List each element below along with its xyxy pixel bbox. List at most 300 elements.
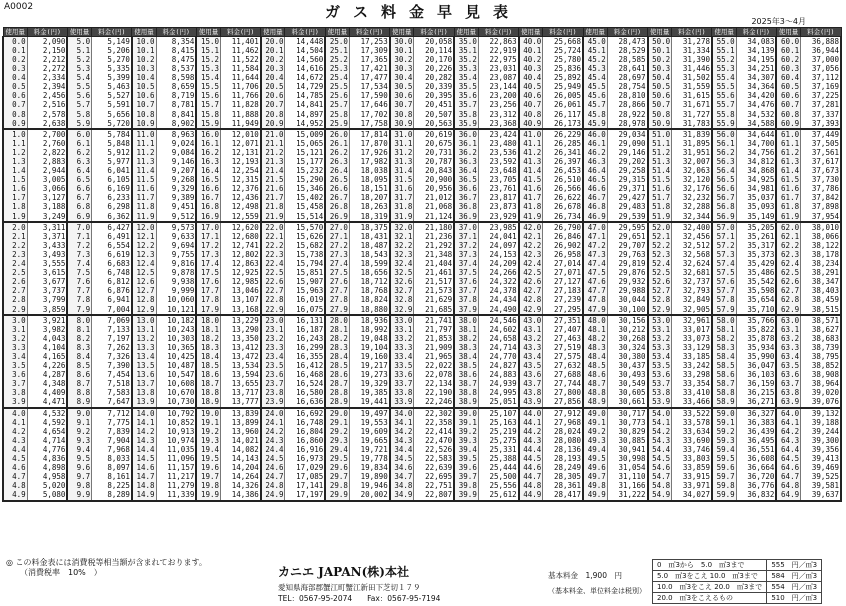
usage-cell: 44.2 (519, 427, 543, 436)
price-cell: 36,103 (736, 370, 776, 379)
usage-cell: 16.2 (196, 148, 220, 157)
usage-cell: 45.1 (583, 46, 607, 55)
rate-row (3, 175, 841, 184)
usage-cell: 62.2 (776, 241, 800, 250)
price-cell: 7,904 (92, 436, 132, 445)
usage-cell: 36.1 (454, 139, 478, 148)
usage-cell: 38.2 (454, 334, 478, 343)
usage-cell: 47.9 (583, 305, 607, 315)
usage-cell: 20.7 (261, 101, 285, 110)
rate-row (3, 110, 841, 119)
price-column-header: 料金(円) (607, 28, 647, 37)
usage-cell: 1.8 (3, 203, 27, 212)
usage-cell: 53.8 (648, 389, 672, 398)
price-cell: 28,697 (607, 73, 647, 82)
price-cell: 8,415 (156, 46, 196, 55)
usage-cell: 41.1 (519, 139, 543, 148)
usage-cell: 57.5 (712, 268, 736, 277)
usage-cell: 18.5 (196, 361, 220, 370)
price-cell: 12,741 (221, 241, 261, 250)
usage-cell: 63.7 (776, 379, 800, 388)
usage-cell: 51.7 (648, 194, 672, 203)
price-cell: 23,031 (478, 64, 518, 73)
price-cell: 10,547 (156, 370, 196, 379)
usage-cell: 9.0 (67, 408, 91, 418)
usage-cell: 6.6 (67, 185, 91, 194)
usage-cell: 4.7 (3, 472, 27, 481)
usage-cell: 6.1 (67, 139, 91, 148)
usage-cell: 28.4 (325, 352, 349, 361)
price-cell: 22,470 (414, 436, 454, 445)
price-cell: 21,124 (414, 212, 454, 222)
usage-cell: 4.6 (3, 463, 27, 472)
usage-cell: 20.5 (261, 82, 285, 91)
price-cell: 30,717 (607, 408, 647, 418)
usage-cell: 28.2 (325, 334, 349, 343)
usage-cell: 57.3 (712, 250, 736, 259)
usage-cell: 12.6 (132, 277, 156, 286)
price-cell: 28,473 (607, 37, 647, 47)
usage-cell: 26.2 (325, 148, 349, 157)
price-cell: 25,724 (543, 46, 583, 55)
rate-row (3, 398, 841, 408)
price-cell: 4,287 (27, 370, 67, 379)
usage-cell: 46.0 (583, 129, 607, 139)
price-cell: 35,373 (736, 250, 776, 259)
usage-cell: 56.4 (712, 166, 736, 175)
usage-cell: 62.0 (776, 222, 800, 232)
price-cell: 31,446 (672, 64, 712, 73)
usage-cell: 11.0 (132, 129, 156, 139)
usage-cell: 47.6 (583, 277, 607, 286)
price-cell: 27,407 (543, 325, 583, 334)
price-cell: 9,755 (156, 250, 196, 259)
price-cell: 28,922 (607, 110, 647, 119)
price-cell: 38,515 (801, 305, 841, 315)
price-cell: 17,814 (349, 129, 389, 139)
usage-cell: 43.5 (519, 361, 543, 370)
usage-cell: 30.2 (390, 55, 414, 64)
usage-cell: 10.7 (132, 101, 156, 110)
rate-row (3, 139, 841, 148)
usage-cell: 10.0 (132, 37, 156, 47)
usage-cell: 4.9 (3, 491, 27, 501)
usage-cell: 21.8 (261, 203, 285, 212)
usage-cell: 23.8 (261, 389, 285, 398)
price-cell: 16,692 (285, 408, 325, 418)
usage-cell: 34.5 (390, 454, 414, 463)
price-cell: 31,334 (672, 46, 712, 55)
price-cell: 17,365 (349, 55, 389, 64)
usage-cell: 47.8 (583, 296, 607, 305)
usage-cell: 37.2 (454, 241, 478, 250)
price-cell: 3,311 (27, 222, 67, 232)
price-cell: 21,068 (414, 203, 454, 212)
price-cell: 25,836 (543, 64, 583, 73)
price-cell: 35,822 (736, 325, 776, 334)
usage-cell: 27.3 (325, 250, 349, 259)
price-cell: 29,146 (607, 148, 647, 157)
usage-cell: 1.4 (3, 166, 27, 175)
usage-cell: 64.0 (776, 408, 800, 418)
rate-row (3, 259, 841, 268)
usage-cell: 27.8 (325, 296, 349, 305)
price-cell: 6,941 (92, 296, 132, 305)
usage-cell: 30.6 (390, 92, 414, 101)
price-cell: 18,880 (349, 305, 389, 315)
usage-cell: 45.8 (583, 110, 607, 119)
usage-cell: 63.0 (776, 315, 800, 325)
usage-cell: 22.7 (261, 287, 285, 296)
price-cell: 18,319 (349, 212, 389, 222)
price-cell: 28,978 (607, 119, 647, 129)
usage-cell: 13.6 (132, 370, 156, 379)
price-cell: 31,839 (672, 129, 712, 139)
usage-cell: 35.8 (454, 110, 478, 119)
price-cell: 34,476 (736, 101, 776, 110)
usage-cell: 50.2 (648, 55, 672, 64)
usage-cell: 34.9 (390, 491, 414, 501)
price-cell: 38,627 (801, 325, 841, 334)
price-cell: 30,549 (607, 379, 647, 388)
price-cell: 30,885 (607, 436, 647, 445)
price-cell: 21,180 (414, 222, 454, 232)
price-cell: 22,975 (478, 55, 518, 64)
usage-cell: 15.4 (196, 73, 220, 82)
usage-cell: 2.0 (3, 222, 27, 232)
price-cell: 33,522 (672, 408, 712, 418)
price-cell: 32,288 (672, 203, 712, 212)
usage-cell: 53.9 (648, 398, 672, 408)
price-cell: 17,309 (349, 46, 389, 55)
usage-cell: 24.8 (261, 482, 285, 491)
usage-cell: 32.3 (390, 250, 414, 259)
price-cell: 27,295 (543, 305, 583, 315)
price-cell: 31,671 (672, 101, 712, 110)
price-cell: 6,491 (92, 232, 132, 241)
price-cell: 28,754 (607, 82, 647, 91)
price-cell: 5,720 (92, 119, 132, 129)
price-cell: 13,839 (221, 408, 261, 418)
usage-cell: 2.7 (3, 287, 27, 296)
price-cell: 3,859 (27, 305, 67, 315)
price-cell: 39,525 (801, 472, 841, 481)
price-column-header: 料金(円) (736, 28, 776, 37)
usage-cell: 23.6 (261, 370, 285, 379)
price-cell: 26,622 (543, 194, 583, 203)
price-cell: 21,741 (414, 315, 454, 325)
price-cell: 33,354 (672, 379, 712, 388)
price-cell: 26,173 (543, 119, 583, 129)
price-cell: 9,207 (156, 166, 196, 175)
rate-table-container (2, 27, 842, 554)
usage-cell: 18.6 (196, 370, 220, 379)
price-cell: 15,121 (285, 148, 325, 157)
usage-cell: 39.3 (454, 436, 478, 445)
price-cell: 13,350 (221, 334, 261, 343)
price-cell: 11,279 (156, 482, 196, 491)
price-cell: 28,641 (607, 64, 647, 73)
usage-cell: 56.0 (712, 129, 736, 139)
usage-cell: 56.5 (712, 175, 736, 184)
price-cell: 15,851 (285, 268, 325, 277)
price-cell: 16,187 (285, 325, 325, 334)
usage-cell: 21.4 (261, 166, 285, 175)
usage-cell: 59.7 (712, 472, 736, 481)
usage-cell: 6.4 (67, 166, 91, 175)
price-cell: 21,965 (414, 352, 454, 361)
usage-cell: 8.0 (67, 315, 91, 325)
usage-cell: 64.5 (776, 454, 800, 463)
price-cell: 32,961 (672, 315, 712, 325)
rate-row (3, 445, 841, 454)
usage-cell: 10.3 (132, 64, 156, 73)
price-cell: 19,553 (349, 418, 389, 427)
usage-cell: 5.0 (67, 37, 91, 47)
price-cell: 4,714 (27, 436, 67, 445)
usage-cell: 49.4 (583, 445, 607, 454)
price-cell: 10,487 (156, 361, 196, 370)
price-cell: 5,591 (92, 101, 132, 110)
rate-row (3, 212, 841, 222)
rate-row (3, 64, 841, 73)
price-cell: 28,024 (543, 427, 583, 436)
price-cell: 11,157 (156, 463, 196, 472)
form-code: A0002 (4, 2, 34, 12)
usage-cell: 31.8 (390, 203, 414, 212)
usage-cell: 42.5 (519, 268, 543, 277)
usage-cell: 2.4 (3, 259, 27, 268)
usage-cell: 14.5 (132, 454, 156, 463)
rate-row (3, 482, 841, 491)
price-cell: 25,556 (478, 482, 518, 491)
price-cell: 28,529 (607, 46, 647, 55)
usage-cell: 6.0 (67, 129, 91, 139)
usage-cell: 17.6 (196, 277, 220, 286)
usage-cell: 62.7 (776, 287, 800, 296)
price-cell: 7,390 (92, 361, 132, 370)
usage-cell: 22.0 (261, 222, 285, 232)
price-cell: 10,060 (156, 296, 196, 305)
price-cell: 33,803 (672, 454, 712, 463)
usage-cell: 16.0 (196, 129, 220, 139)
price-cell: 27,968 (543, 418, 583, 427)
usage-cell: 0.0 (3, 37, 27, 47)
price-cell: 2,272 (27, 64, 67, 73)
usage-cell: 17.3 (196, 250, 220, 259)
usage-cell: 47.4 (583, 259, 607, 268)
usage-cell: 36.9 (454, 212, 478, 222)
usage-cell: 16.9 (196, 212, 220, 222)
price-cell: 23,200 (478, 92, 518, 101)
rate-row (3, 166, 841, 175)
price-cell: 22,695 (414, 472, 454, 481)
price-cell: 38,571 (801, 315, 841, 325)
usage-cell: 38.8 (454, 389, 478, 398)
price-cell: 30,380 (607, 352, 647, 361)
price-cell: 27,912 (543, 408, 583, 418)
usage-cell: 49.7 (583, 472, 607, 481)
price-cell: 8,841 (156, 110, 196, 119)
usage-cell: 43.1 (519, 325, 543, 334)
price-cell: 36,047 (736, 361, 776, 370)
price-cell: 13,899 (221, 418, 261, 427)
price-cell: 19,048 (349, 334, 389, 343)
usage-cell: 29.3 (325, 436, 349, 445)
price-cell: 29,483 (607, 203, 647, 212)
usage-cell: 15.5 (196, 82, 220, 91)
usage-cell: 44.5 (519, 454, 543, 463)
price-cell: 14,021 (221, 436, 261, 445)
usage-cell: 57.2 (712, 241, 736, 250)
usage-cell: 60.9 (776, 119, 800, 129)
unit-price-note: （基本料金、単位料金は税別） (548, 587, 646, 595)
usage-cell: 9.9 (67, 491, 91, 501)
price-cell: 16,299 (285, 343, 325, 352)
usage-cell: 52.6 (648, 277, 672, 286)
usage-cell: 13.9 (132, 398, 156, 408)
footer (0, 556, 846, 606)
price-cell: 20,956 (414, 185, 454, 194)
price-cell: 14,504 (285, 46, 325, 55)
price-cell: 3,005 (27, 175, 67, 184)
price-cell: 31,951 (672, 148, 712, 157)
price-cell: 4,532 (27, 408, 67, 418)
price-cell: 3,493 (27, 250, 67, 259)
usage-cell: 39.9 (454, 491, 478, 501)
price-cell: 18,263 (349, 203, 389, 212)
price-cell: 7,262 (92, 343, 132, 352)
usage-cell: 3.8 (3, 389, 27, 398)
usage-cell: 20.0 (261, 37, 285, 47)
usage-cell: 22.8 (261, 296, 285, 305)
price-cell: 19,441 (349, 398, 389, 408)
usage-column-header: 使用量 (196, 28, 220, 37)
usage-cell: 63.8 (776, 389, 800, 398)
usage-cell: 56.6 (712, 185, 736, 194)
price-cell: 14,448 (285, 37, 325, 47)
price-cell: 20,787 (414, 157, 454, 166)
price-cell: 15,514 (285, 212, 325, 222)
usage-cell: 9.8 (67, 482, 91, 491)
usage-cell: 54.4 (648, 445, 672, 454)
price-cell: 38,459 (801, 296, 841, 305)
price-cell: 31,166 (607, 482, 647, 491)
price-cell: 30,493 (607, 370, 647, 379)
price-cell: 17,421 (349, 64, 389, 73)
price-cell: 39,132 (801, 408, 841, 418)
usage-cell: 10.8 (132, 110, 156, 119)
price-cell: 34,420 (736, 92, 776, 101)
usage-cell: 61.2 (776, 148, 800, 157)
usage-cell: 20.8 (261, 110, 285, 119)
usage-cell: 17.1 (196, 232, 220, 241)
price-cell: 21,797 (414, 325, 454, 334)
usage-cell: 51.9 (648, 212, 672, 222)
price-cell: 16,243 (285, 334, 325, 343)
price-cell: 28,810 (607, 92, 647, 101)
price-cell: 38,795 (801, 352, 841, 361)
price-cell: 33,298 (672, 370, 712, 379)
price-cell: 25,892 (543, 73, 583, 82)
price-cell: 13,777 (221, 398, 261, 408)
usage-cell: 48.1 (583, 325, 607, 334)
price-cell: 12,436 (221, 194, 261, 203)
rate-row (3, 241, 841, 250)
price-cell: 5,206 (92, 46, 132, 55)
usage-cell: 5.4 (67, 73, 91, 82)
price-cell: 29,315 (607, 175, 647, 184)
usage-cell: 6.2 (67, 148, 91, 157)
usage-cell: 24.7 (261, 472, 285, 481)
price-cell: 23,648 (478, 166, 518, 175)
usage-cell: 21.5 (261, 175, 285, 184)
price-cell: 10,243 (156, 325, 196, 334)
usage-cell: 45.7 (583, 101, 607, 110)
usage-cell: 43.7 (519, 379, 543, 388)
price-cell: 19,778 (349, 454, 389, 463)
usage-cell: 35.6 (454, 92, 478, 101)
price-cell: 4,043 (27, 334, 67, 343)
usage-cell: 38.0 (454, 315, 478, 325)
tax-rate-note: （消費税率 10% ） (20, 568, 102, 577)
price-cell: 12,376 (221, 185, 261, 194)
usage-cell: 19.7 (196, 472, 220, 481)
usage-cell: 42.3 (519, 250, 543, 259)
price-cell: 9,999 (156, 287, 196, 296)
usage-column-header: 使用量 (67, 28, 91, 37)
usage-cell: 52.9 (648, 305, 672, 315)
price-cell: 18,936 (349, 315, 389, 325)
price-cell: 15,963 (285, 287, 325, 296)
usage-cell: 51.6 (648, 185, 672, 194)
usage-cell: 18.8 (196, 389, 220, 398)
usage-cell: 21.0 (261, 129, 285, 139)
usage-cell: 16.1 (196, 139, 220, 148)
price-cell: 13,960 (221, 427, 261, 436)
usage-cell: 51.8 (648, 203, 672, 212)
unit-price-range: 0 ㎥3から 5.0 ㎥3まで (653, 560, 767, 571)
price-cell: 37,449 (801, 129, 841, 139)
price-cell: 18,487 (349, 241, 389, 250)
usage-cell: 39.0 (454, 408, 478, 418)
price-cell: 33,466 (672, 398, 712, 408)
usage-cell: 45.5 (583, 82, 607, 91)
usage-cell: 16.3 (196, 157, 220, 166)
price-cell: 30,605 (607, 389, 647, 398)
price-cell: 4,409 (27, 389, 67, 398)
usage-cell: 61.7 (776, 194, 800, 203)
usage-cell: 48.4 (583, 352, 607, 361)
usage-cell: 23.0 (261, 315, 285, 325)
usage-cell: 28.7 (325, 379, 349, 388)
price-cell: 34,139 (736, 46, 776, 55)
usage-cell: 51.2 (648, 148, 672, 157)
price-cell: 15,009 (285, 129, 325, 139)
usage-cell: 42.7 (519, 287, 543, 296)
usage-cell: 17.4 (196, 259, 220, 268)
price-cell: 36,776 (736, 482, 776, 491)
price-cell: 37,169 (801, 82, 841, 91)
price-cell: 35,654 (736, 296, 776, 305)
usage-cell: 8.9 (67, 398, 91, 408)
usage-cell: 27.0 (325, 222, 349, 232)
price-cell: 4,471 (27, 398, 67, 408)
price-cell: 10,974 (156, 436, 196, 445)
price-cell: 2,760 (27, 139, 67, 148)
price-cell: 30,212 (607, 325, 647, 334)
price-cell: 11,096 (156, 454, 196, 463)
